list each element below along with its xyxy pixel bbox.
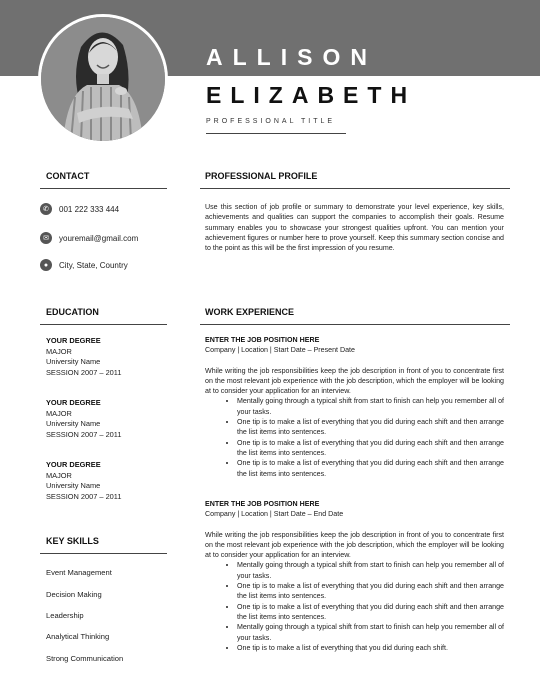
job-entry <box>205 499 504 653</box>
skill-item: Strong Communication <box>46 654 124 663</box>
professional-title: PROFESSIONAL TITLE <box>206 118 336 125</box>
skills-rule <box>40 553 167 554</box>
education-item <box>46 398 121 440</box>
profile-summary: Use this section of job profile or summary to demonstrate your level experience, key skills, achievements and qualities can support the companies to accomplish their goals. Resume summary enables you to showcase your strongest qualities upfront. You can mention your achievement figures or number here to prove yourself. Keep this summary section concise and to the point as this will be the first impression of you resume. <box>205 203 504 253</box>
skills-heading: KEY SKILLS <box>46 536 99 546</box>
experience-rule <box>200 324 510 325</box>
skill-item: Event Management <box>46 568 112 577</box>
job-bullets <box>205 396 504 478</box>
phone-text: 001 222 333 444 <box>59 204 120 214</box>
profile-heading: PROFESSIONAL PROFILE <box>205 171 318 181</box>
job-meta: Company | Location | Start Date – End Date <box>205 510 344 519</box>
bullet-item: • One tip is to make a list of everything that you did during each shift. <box>237 643 504 653</box>
bullet-item: • Mentally going through a typical shift from start to finish can help you remember all of your tasks. <box>237 622 504 643</box>
job-meta: Company | Location | Start Date – Present Date <box>205 346 355 355</box>
bullet-item: • Mentally going through a typical shift from start to finish can help you remember all of your tasks. <box>237 396 504 417</box>
contact-phone <box>40 202 119 216</box>
skill-item: Decision Making <box>46 590 102 599</box>
session: SESSION 2007 – 2011 <box>46 367 122 377</box>
phone-icon: ✆ <box>40 203 52 215</box>
major: MAJOR <box>46 346 72 356</box>
bullet-item: • One tip is to make a list of everything that you did during each shift and then arrange the list items into sentences. <box>237 602 504 623</box>
job-position: ENTER THE JOB POSITION HERE <box>205 336 320 344</box>
bullet-item: • One tip is to make a list of everything that you did during each shift and then arrange the list items into sentences. <box>237 438 504 459</box>
education-item <box>46 460 121 502</box>
contact-email <box>40 231 138 245</box>
contact-rule <box>40 188 167 189</box>
contact-heading: CONTACT <box>46 171 90 181</box>
first-name: ALLISON <box>206 44 377 70</box>
session: SESSION 2007 – 2011 <box>46 491 122 501</box>
session: SESSION 2007 – 2011 <box>46 429 122 439</box>
portrait-photo <box>41 17 165 141</box>
job-position: ENTER THE JOB POSITION HERE <box>205 500 320 508</box>
location-pin-icon: ● <box>40 259 52 271</box>
bullet-item: • Mentally going through a typical shift from start to finish can help you remember all of your tasks. <box>237 560 504 581</box>
degree: YOUR DEGREE <box>46 398 101 407</box>
location-text: City, State, Country <box>59 260 128 270</box>
skill-item: Leadership <box>46 611 84 620</box>
bullet-item: • One tip is to make a list of everything that you did during each shift and then arrange the list items into sentences. <box>237 417 504 438</box>
email-icon: ✉ <box>40 232 52 244</box>
skill-item: Analytical Thinking <box>46 632 110 641</box>
avatar <box>41 17 165 141</box>
job-bullets <box>205 560 504 653</box>
last-name: ELIZABETH <box>206 82 417 108</box>
job-entry <box>205 335 504 479</box>
bullet-item: • One tip is to make a list of everything that you did during each shift and then arrange the list items into sentences. <box>237 458 504 479</box>
university: University Name <box>46 419 101 428</box>
bullet-item: • One tip is to make a list of everything that you did during each shift and then arrange the list items into sentences. <box>237 581 504 602</box>
experience-heading: WORK EXPERIENCE <box>205 307 295 317</box>
education-heading: EDUCATION <box>46 307 99 317</box>
title-underline <box>206 133 346 134</box>
profile-rule <box>200 188 510 189</box>
major: MAJOR <box>46 408 72 418</box>
degree: YOUR DEGREE <box>46 460 101 469</box>
university: University Name <box>46 357 101 366</box>
job-description: While writing the job responsibilities keep the job description in front of you to concentrate first on the most relevant job experience with the job description, which the employer will be looking at to consider your application for an interview. <box>205 530 504 560</box>
degree: YOUR DEGREE <box>46 336 101 345</box>
contact-location <box>40 258 128 272</box>
email-text: youremail@gmail.com <box>59 233 139 243</box>
job-description: While writing the job responsibilities keep the job description in front of you to concentrate first on the most relevant job experience with the job description, which the employer will be looking at to consider your application for an interview. <box>205 366 504 396</box>
education-rule <box>40 324 167 325</box>
university: University Name <box>46 481 101 490</box>
education-item <box>46 336 121 378</box>
major: MAJOR <box>46 470 72 480</box>
